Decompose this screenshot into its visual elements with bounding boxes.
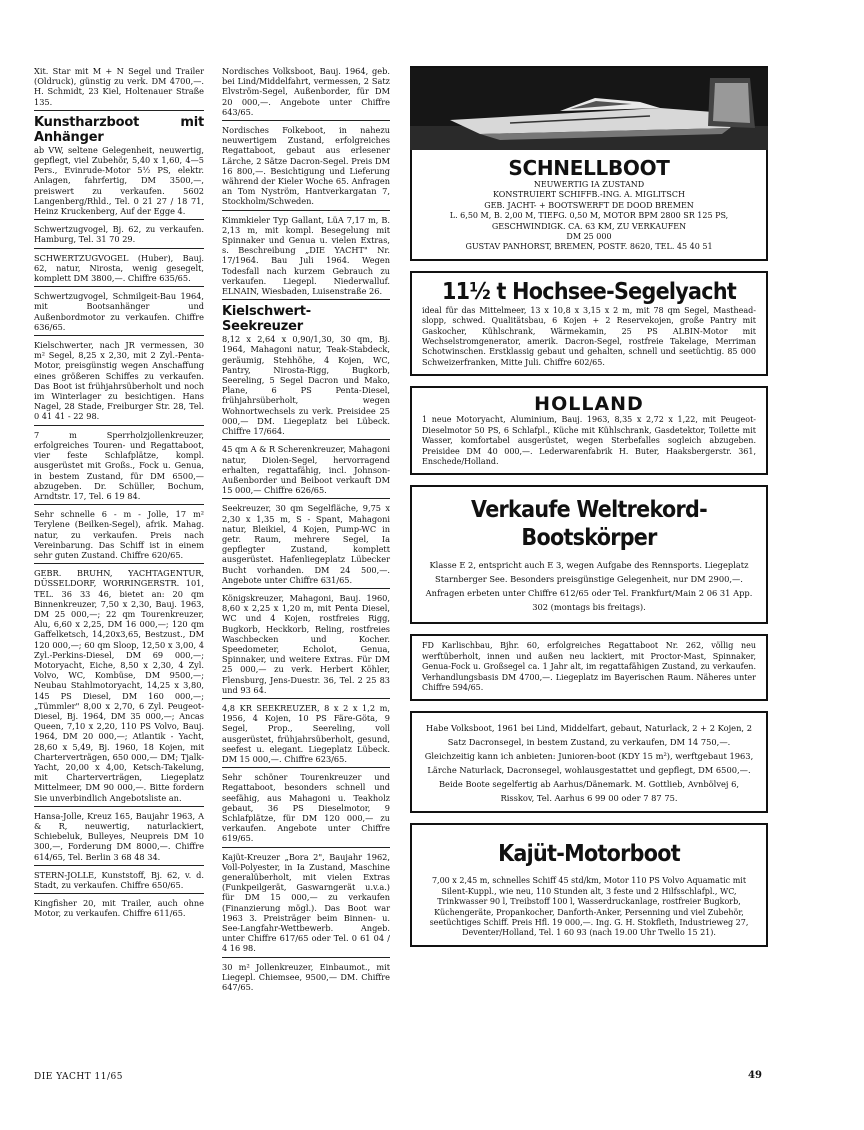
- ad-text: 7 m Sperrholzjollenkreuzer, erfolgreiches Touren- und Regattaboot, vier feste Schlafplätze, kompl. ausgerüstet mit Großs., Fock u. Genua, in bestem Zustand, für DM 6500,— abzugeben. Dr. Schüller, Bochum, Arndtstr. 17, Tel. 6 19 84.: [34, 429, 204, 501]
- ad-text: STERN-JOLLE, Kunststoff, Bj. 62, v. d. Stadt, zu verkaufen. Chiffre 650/65.: [34, 869, 204, 891]
- ad-text: Schwertzugvogel, Schmilgeit-Bau 1964, mit Bootsanhänger und Außenbordmotor zu verkaufen. Chiffre 636/65.: [34, 291, 204, 332]
- ad-line: GEB. JACHT- + BOOTSWERFT DE DOOD BREMEN: [484, 200, 694, 210]
- ad-karlischbau: [410, 634, 768, 701]
- ad-weltrekord: [410, 485, 768, 624]
- boat-photo: [410, 68, 768, 150]
- ad-line: GUSTAV PANHORST, BREMEN, POSTF. 8620, TEL. 45 40 51: [465, 242, 713, 252]
- classified-ad: [222, 444, 390, 499]
- ad-text: Kingfisher 20, mit Trailer, auch ohne Motor, zu verkaufen. Chiffre 611/65.: [34, 898, 204, 919]
- classified-ad: [34, 568, 204, 807]
- classified-ad: [222, 703, 390, 768]
- speedboat-image: [410, 68, 768, 150]
- ad-text: Seekreuzer, 30 qm Segelfläche, 9,75 x 2,30 x 1,35 m, S - Spant, Mahagoni natur, Bleikiel, 4 Kojen, Pump-WC in getr. Raum, mehrere Segel, Ia gepflegter Zustand, komplett ausgerüstet. Hafenliegeplatz Lübecker Bucht vorhanden. DM 24 500,—. Angebote unter Chiffre 631/65.: [222, 503, 390, 585]
- column-right: [410, 66, 768, 957]
- ad-text: Hansa-Jolle, Kreuz 165, Baujahr 1963, A & R, neuwertig, naturlackiert, Schiebeluk, Bulleyes, Neupreis DM 10 300,—, Forderung DM 8000,—. Chiffre 614/65, Tel. Berlin 3 68 48 34.: [34, 810, 204, 862]
- ad-text: Sehr schöner Tourenkreuzer und Regattaboot, besonders schnell und seefähig, aus Mahagoni u. Teakholz gebaut, 36 PS Dieselmotor, 9 Schlafplätze, für DM 120 000,— zu verkaufen. Angebote unter Chiffre 619/65.: [222, 772, 390, 844]
- classified-ad: [222, 593, 390, 699]
- classified-ad: [34, 811, 204, 866]
- classified-ad: [34, 291, 204, 336]
- ad-text: SCHWERTZUGVOGEL (Huber), Bauj. 62, natur, Nirosta, wenig gesegelt, komplett DM 3800,—. Chiffre 635/65.: [34, 252, 204, 284]
- ad-holland: [410, 386, 768, 475]
- ad-line: KONSTRUIERT SCHIFFB.-ING. A. MIGLITSCH: [493, 190, 685, 200]
- ad-text: Kielschwerter, nach JR vermessen, 30 m² Segel, 8,25 x 2,30, mit 2 Zyl.-Penta-Motor, preisgünstig wegen Anschaffung eines größeren Schiffes zu verkaufen. Das Boot ist frühjahrsüberholt und noch im Winterlager zu besichtigen. Hans Nagel, 28 Stade, Freiburger Str. 28, Tel. 0 41 41 - 22 98.: [34, 340, 204, 422]
- ad-text: Habe Volksboot, 1961 bei Lind, Middelfart, gebaut, Naturlack, 2 + 2 Kojen, 2 Satz Dacronsegel, in bestem Zustand, zu verkaufen, DM 14 750,—. Gleichzeitig kann ich anbieten: Junioren-boot (KDY 15 m²), werftgebaut 1963, Lärche Naturlack, Dacronsegel, wohlausgestattet und gepflegt, DM 6500,—. Beide Boote segelfertig ab Aarhus/Dänemark. M. Gottlieb, Avnbölvej 6, Risskov, Tel. Aarhus 6 99 00 oder 7 87 75.: [424, 723, 754, 804]
- ad-text: FD Karlischbau, Bjhr. 60, erfolgreiches Regattaboot Nr. 262, völlig neu werftüberholt, innen und außen neu lackiert, mit Proctor-Mast, Spinnaker, Genua-Fock u. Großsegel ca. 1 Jahr alt, im regattafähigen Zustand, zu verkaufen. Verhandlungsbasis DM 4700,—. Liegeplatz im Bayerischen Raum. Näheres unter Chiffre 594/65.: [422, 641, 756, 692]
- classified-ad: [34, 898, 204, 921]
- classified-ad: [222, 772, 390, 847]
- ad-text: Nordisches Volksboot, Bauj. 1964, geb. bei Lind/Middelfahrt, vermessen, 2 Satz Elvström-Segel, Außenborder, für DM 20 000,—. Angebote unter Chiffre 643/65.: [222, 66, 390, 117]
- classified-ad: [34, 115, 204, 220]
- ad-title: SCHNELLBOOT: [508, 156, 670, 180]
- ad-text: ideal für das Mittelmeer, 13 x 10,8 x 3,15 x 2 m, mit 78 qm Segel, Masthead-slopp, schwed. Qualitätsbau, 6 Kojen + 2 Reservekojen, große Pantry mit Gaskocher, Kühlschrank, Wärmekamin, 25 PS ALBIN-Motor mit Wechselstromgenerator, amerik. Dacron-Segel, rostfreie Takelage, Merriman Schotwinschen. Erstklassig gebaut und gehalten, schnell und seetüchtig. 85 000 Schweizerfranken, Mitte Juli. Chiffre 602/65.: [422, 305, 756, 367]
- column-left: [34, 66, 204, 926]
- ad-text: GEBR. BRUHN, YACHTAGENTUR, DÜSSELDORF, WORRINGERSTR. 101, TEL. 36 33 46, bietet an: 20 qm Binnenkreuzer, 7,50 x 2,30, Bauj. 1963, DM 25 000,—; 22 qm Tourenkreuzer, Alu, 6,60 x 2,25, DM 16 000,—; 120 qm Gaffelketsch, 14,20x3,65, Bestzust., DM 120 000,—; 60 qm Sloop, 12,50 x 3,00, 4 Zyl.-Perkins-Diesel, DM 69 000,—; Motoryacht, Eiche, 8,50 x 2,30, 4 Zyl. Volvo, WC, Kombüse, DM 9500,—; Neubau Stahlmotoryacht, 14,25 x 3,80, 145 PS Diesel, DM 160 000,—; „Tümmler" 8,00 x 2,70, 6 Zyl. Peugeot-Diesel, Bj. 1964, DM 35 000,—; Ancas Queen, 7,10 x 2,20, 110 PS Volvo, Bauj. 1964, DM 20 000,—; Atlantik - Yacht, 28,60 x 5,49, Bj. 1960, 18 Kojen, mit Charterverträgen, 650 000,— DM; Tjalk-Yacht, 20,00 x 4,00, Ketsch-Takelung, mit Charterverträgen, Liegeplatz Mittelmeer, DM 90 000,—. Bitte fordern Sie unverbindlich Angebotsliste an.: [34, 568, 204, 803]
- ad-text: Xit. Star mit M + N Segel und Trailer (Oldruck), günstig zu verk. DM 4700,—. H. Schmidt, 23 Kiel, Holtenauer Straße 135.: [34, 66, 204, 107]
- ad-schnellboot: [410, 66, 768, 261]
- ad-text: 8,12 x 2,64 x 0,90/1,30, 30 qm, Bj. 1964, Mahagoni natur, Teak-Stabdeck, geräumig, Stehhöhe, 4 Kojen, WC, Pantry, Nirosta-Rigg, Bugkorb, Seereling, 5 Segel Dacron und Mako, Plane, 6 PS Penta-Diesel, frühjahrsüberholt, wegen Wohnortwechsels zu verk. Preisidee 25 000,— DM. Liegeplatz bei Lübeck. Chiffre 17/664.: [222, 334, 390, 437]
- classified-ad: [222, 66, 390, 121]
- ad-title: Verkaufe Weltrekord-Bootskörper: [471, 497, 707, 552]
- ad-text: ab VW, seltene Gelegenheit, neuwertig, gepflegt, viel Zubehör, 5,40 x 1,60, 4—5 Pers., Evinrude-Motor 5½ PS, elektr. Anlagen, fahrfertig, DM 3500,—, preiswert zu verkaufen. 5602 Langenberg/Rhld., Tel. 0 21 27 / 18 71, Heinz Kruckenberg, Auf der Egge 4.: [34, 144, 204, 217]
- column-middle: [222, 66, 390, 999]
- magazine-issue: DIE YACHT 11/65: [34, 1072, 123, 1082]
- ad-hochsee-segelyacht: [410, 271, 768, 376]
- ad-volksboot: [410, 711, 768, 813]
- ad-text: 7,00 x 2,45 m, schnelles Schiff 45 std/km, Motor 110 PS Volvo Aquamatic mit Silent-Kuppl., wie neu, 110 Stunden alt, 3 feste und 2 Hilfsschlafpl., WC, Trinkwasser 90 l, Treibstoff 100 l, Wasserdruckanlage, rostfreier Bugkorb, Küchengeräte, Propankocher, Danforth-Anker, Persenning und viel Zubehör, seetüchtiges Schiff. Preis Hfl. 19 000,—. Ing. G. H. Stokfleth, Industrieweg 27, Deventer/Holland, Tel. 1 60 93 (nach 19.00 Uhr Twello 15 21).: [429, 876, 749, 938]
- ad-text: 45 qm A & R Scherenkreuzer, Mahagoni natur, Diolen-Segel, hervorragend erhalten, regattafähig, incl. Johnson-Außenborder und Beiboot verkauft DM 15 000,— Chiffre 626/65.: [222, 444, 390, 496]
- classified-ad: [34, 870, 204, 894]
- ad-text: 30 m² Jollenkreuzer, Einbaumot., mit Liegepl. Chiemsee, 9500,— DM. Chiffre 647/65.: [222, 961, 390, 993]
- classified-ad: [34, 224, 204, 248]
- ad-text: 1 neue Motoryacht, Aluminium, Bauj. 1963, 8,35 x 2,72 x 1,22, mit Peugeot-Dieselmotor 50 PS, 6 Schlafpl., Küche mit Kühlschrank, Gasdetektor, Toilette mit Wasser, komfortabel ausgerüstet, wegen Sterbefalles sogleich abzugeben. Preisidee DM 40 000,—. Lederwarenfabrik H. Buter, Haaksbergerstr. 361, Enschede/Holland.: [422, 415, 756, 466]
- ad-text: Königskreuzer, Mahagoni, Bauj. 1960, 8,60 x 2,25 x 1,20 m, mit Penta Diesel, WC und 4 Kojen, rostfreies Rigg, Bugkorb, Heckkorb, Reling, rostfreies Waschbecken und Kocher. Speedometer, Echolot, Genua, Spinnaker, und weitere Extras. Für DM 25 000,— zu verk. Herbert Köhler, Flensburg, Jens-Duestr. 36, Tel. 2 25 83 und 93 64.: [222, 592, 390, 695]
- ad-text: Kajüt-Kreuzer „Bora 2", Baujahr 1962, Voll-Polyester, in Ia Zustand, Maschine generalüberholt, mit vielen Extras (Funkpeilgerät, Gaswarngerät u.v.a.) für DM 15 000,— zu verkaufen (Finanzierung mögl.). Das Boot war 1963 3. Preisträger beim Binnen- u. See-Langfahr-Wettbewerb. Angeb. unter Chiffre 617/65 oder Tel. 0 61 04 / 4 16 98.: [222, 851, 390, 954]
- ad-headline: Kielschwert-Seekreuzer: [222, 304, 311, 335]
- ad-kajuet-motorboot: [410, 823, 768, 946]
- page-number: 49: [748, 1070, 762, 1081]
- ad-text: Sehr schnelle 6 - m - Jolle, 17 m² Terylene (Beilken-Segel), afrik. Mahag. natur, zu verkaufen. Preis nach Vereinbarung. Das Schiff ist in einem sehr guten Zustand. Chiffre 620/65.: [34, 509, 204, 560]
- classified-ad: [222, 503, 390, 589]
- classified-ad: [34, 509, 204, 564]
- classified-ad: [222, 962, 390, 996]
- ad-text: Klasse E 2, entspricht auch E 3, wegen Aufgabe des Rennsports. Liegeplatz Starnberger See. Besonders preisgünstige Gelegenheit, nur DM 2900,—. Anfragen erbeten unter Chiffre 612/65 oder Tel. Frankfurt/Main 2 06 31 App. 302 (montags bis freitags).: [425, 560, 753, 613]
- ad-title: HOLLAND: [534, 393, 644, 416]
- classified-ad: [34, 340, 204, 426]
- ad-text: Schwertzugvogel, Bj. 62, zu verkaufen. Hamburg, Tel. 31 70 29.: [34, 224, 204, 245]
- ad-title: Kajüt-Motorboot: [498, 841, 680, 868]
- ad-line: DM 25 000: [566, 232, 612, 242]
- ad-line: NEUWERTIG IA ZUSTAND: [533, 180, 645, 189]
- ad-title: 11½ t Hochsee-Segelyacht: [441, 278, 737, 305]
- classified-ad: [34, 66, 204, 111]
- ad-text: 4,8 KR SEEKREUZER, 8 x 2 x 1,2 m, 1956, 4 Kojen, 10 PS Färe-Göta, 9 Segel, Prop., Seereling, voll ausgerüstet, frühjahrsüberholt, gesund, seefest u. elegant. Liegeplatz Lübeck. DM 15 000,—. Chiffre 623/65.: [222, 702, 390, 764]
- classified-ad: [34, 430, 204, 505]
- classified-ad: [222, 304, 390, 440]
- ad-text: Nordisches Folkeboot, in nahezu neuwertigem Zustand, erfolgreiches Regattaboot, gebaut aus erlesener Lärche, 2 Sätze Dacron-Segel. Preis DM 16 800,—. Besichtigung und Lieferung während der Kieler Woche 65. Anfragen an Tom Nyström, Hantverkargatan 7, Stockholm/Schweden.: [222, 125, 390, 207]
- classified-ad: [222, 852, 390, 958]
- ad-text: Kimmkieler Typ Gallant, LüA 7,17 m, B. 2,13 m, mit kompl. Besegelung mit Spinnaker und Genua u. vielen Extras, s. Beschreibung „DIE YACHT" Nr. 17/1964. Bau Juli 1964. Wegen Todesfall nach kurzem Gebrauch zu verkaufen. Liegepl. Niederwalluf. ELNAIN, Wiesbaden, Luisenstraße 26.: [222, 214, 390, 297]
- classified-ad: [222, 215, 390, 301]
- classified-ad: [34, 253, 204, 288]
- ad-line: L. 6,50 M, B. 2,00 M, TIEFG. 0,50 M, MOTOR BPM 2800 SR 125 PS, GESCHWINDIGK. CA. 63 KM, ZU VERKAUFEN: [449, 211, 729, 231]
- classified-ad: [222, 125, 390, 211]
- ad-headline: Kunstharzboot mit Anhänger: [34, 114, 204, 145]
